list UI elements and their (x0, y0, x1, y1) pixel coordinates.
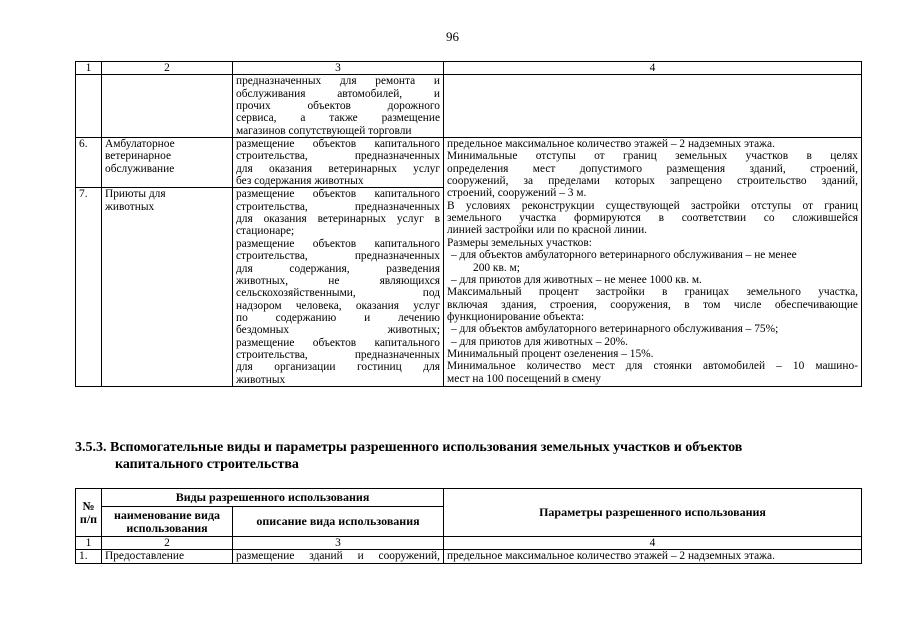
section-heading-line-2: капитального строительства (115, 457, 299, 472)
use-name (102, 188, 233, 387)
use-description-line: строительства, предназначенных (236, 348, 440, 361)
use-description: размещение зданий и сооружений, (233, 550, 444, 563)
use-description-line: животных, не являющихся (236, 274, 440, 287)
use-name-line: обслуживание (105, 162, 175, 175)
row-number (76, 75, 102, 138)
parameter-line: Размеры земельных участков: (447, 236, 592, 249)
parameter-line: Минимальный процент озеленения – 15%. (447, 347, 654, 360)
parameter-list-item: – для объектов амбулаторного ветеринарного обслуживания – 75%; (451, 323, 779, 336)
header-use-description: описание вида использования (233, 507, 444, 537)
parameter-line: Минимальные отступы от границ земельных участков в целях (447, 150, 858, 163)
table-row (76, 138, 862, 188)
parameter-line: мест на 100 посещений в смену (447, 372, 601, 385)
row-number: 6. (76, 138, 102, 188)
column-number: 1 (76, 62, 102, 75)
use-description-line: бездомных животных; (236, 324, 440, 337)
use-name: Предоставление (102, 550, 233, 563)
use-description-line: размещение объектов капитального (236, 237, 440, 250)
use-description-line: размещение объектов капитального (236, 188, 440, 201)
use-description-line: по содержанию и лечению (236, 311, 440, 324)
parameter-line: строений, сооружений – 3 м. (447, 187, 587, 200)
use-description-line: обслуживания автомобилей, и (236, 87, 440, 100)
header-parameters: Параметры разрешенного использования (444, 489, 862, 537)
use-description (233, 188, 444, 387)
use-description-line: строительства, предназначенных (236, 150, 440, 163)
use-description-line: сельскохозяйственными, под (236, 287, 440, 300)
parameter-line: земельного участка формируются в соответствии со сложившейся (447, 212, 858, 225)
use-description-line: для оказания ветеринарных услуг (236, 162, 440, 175)
use-name-line: животных (105, 200, 155, 213)
use-description-line: для организации гостиниц для (236, 361, 440, 374)
use-description-line: без содержания животных (236, 175, 364, 188)
header-row-number: № п/п (76, 489, 102, 537)
column-number: 3 (233, 62, 444, 75)
auxiliary-use-table (75, 488, 862, 564)
column-number: 2 (102, 62, 233, 75)
parameter-line: Минимальное количество мест для стоянки автомобилей – 10 машино- (447, 360, 858, 373)
parameter-line: включая здания, строения, сооружения, в том числе обеспечивающие (447, 298, 858, 311)
use-description-line: надзором человека, оказания услуг (236, 299, 440, 312)
parameter-line: определения мест допустимого размещения зданий, строений, (447, 162, 858, 175)
use-description-line: для оказания ветеринарных услуг в (236, 213, 440, 226)
parameter-line: сооружений, за пределами которых запрещено строительство зданий, (447, 175, 858, 188)
section-heading (75, 439, 835, 473)
table-row (76, 75, 862, 138)
parameter-line: функционирование объекта: (447, 310, 585, 323)
column-number: 2 (102, 537, 233, 550)
parameter-line: линией застройки или по красной линии. (447, 224, 648, 237)
header-types-of-use: Виды разрешенного использования (102, 489, 444, 507)
column-number: 4 (444, 537, 862, 550)
page-number: 96 (446, 29, 459, 44)
header-use-name: наименование вида использования (102, 507, 233, 537)
section-heading-line-1: 3.5.3. Вспомогательные виды и параметры разрешенного использования земельных участков и объектов (75, 440, 743, 455)
parameter-list-item: – для приютов для животных – 20%. (451, 335, 629, 348)
use-description-line: магазинов сопутствующей торговли (236, 124, 412, 137)
use-description (233, 75, 444, 138)
parameter-line: В условиях реконструкции существующей застройки отступы от границ (447, 199, 858, 212)
parameter-list-item: – для приютов для животных – не менее 1000 кв. м. (451, 273, 702, 286)
permitted-use-table-main (75, 61, 862, 387)
column-number: 1 (76, 537, 102, 550)
use-name-line: Приюты для (105, 188, 166, 201)
use-description-line: прочих объектов дорожного (236, 100, 440, 113)
use-parameters: предельное максимальное количество этажей – 2 надземных этажа. (444, 550, 862, 563)
parameter-list-item: – для объектов амбулаторного ветеринарного обслуживания – не менее (451, 249, 797, 262)
use-description-line: сервиса, а также размещение (236, 112, 440, 125)
column-number: 3 (233, 537, 444, 550)
use-description-line: животных (236, 373, 286, 386)
use-description-line: размещение объектов капитального (236, 336, 440, 349)
use-name (102, 138, 233, 188)
use-name (102, 75, 233, 138)
parameter-line: предельное максимальное количество этажей – 2 надземных этажа. (447, 138, 775, 151)
use-description-line: строительства, предназначенных (236, 200, 440, 213)
row-number: 7. (76, 188, 102, 387)
use-parameters (444, 138, 862, 387)
column-number: 4 (444, 62, 862, 75)
use-description-line: строительства, предназначенных (236, 250, 440, 263)
parameter-line: Максимальный процент застройки в границах земельного участка, (447, 286, 858, 299)
use-name-line: ветеринарное (105, 150, 172, 163)
row-number: 1. (76, 550, 102, 563)
use-parameters (444, 75, 862, 138)
table-row (76, 550, 862, 563)
use-description-line: размещение объектов капитального (236, 138, 440, 151)
use-name-line: Амбулаторное (105, 138, 175, 151)
use-description-line: стационаре; (236, 225, 295, 238)
use-description-line: для содержания, разведения (236, 262, 440, 275)
column-number-row (76, 62, 862, 75)
use-description (233, 138, 444, 188)
use-description-line: предназначенных для ремонта и (236, 75, 440, 88)
parameter-list-item: 200 кв. м; (473, 261, 520, 274)
